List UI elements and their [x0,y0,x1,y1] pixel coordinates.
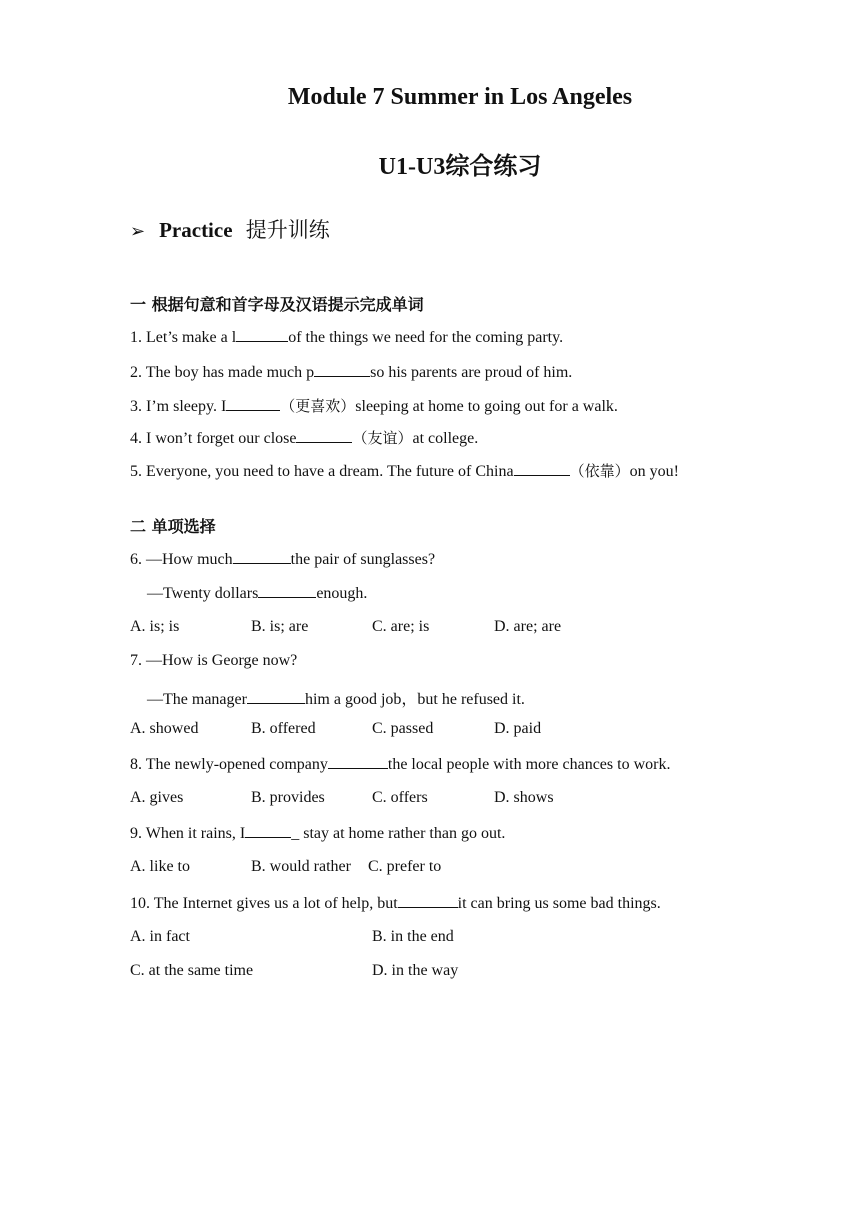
question-2 [130,362,572,382]
question-8 [130,754,670,774]
q10-option-d[interactable]: D. in the way [372,962,459,979]
q4-text-pre: 4. I won’t forget our close [130,430,297,447]
page-subtitle: U1-U3综合练习 [378,154,542,180]
q1-text-pre: 1. Let’s make a l [130,329,237,346]
practice-label: Practice [159,218,233,242]
q4-text-post: at college. [412,430,479,447]
q6-option-b[interactable]: B. is; are [251,618,309,635]
q6-text-pre: 6. —How much [130,551,233,568]
answer-blank[interactable] [328,754,388,769]
answer-blank[interactable] [314,362,370,377]
q5-text-pre: 5. Everyone, you need to have a dream. The future of China [130,463,514,480]
answer-blank[interactable] [226,396,280,411]
q8-text-pre: 8. The newly-opened company [130,756,328,773]
q9-text-pre: 9. When it rains, I [130,825,246,842]
question-3 [130,395,618,416]
answer-blank[interactable] [258,583,316,598]
q2-text-post: so his parents are proud of him. [370,364,573,381]
q5-hint: （依靠） [569,462,630,480]
part2-heading: 二 单项选择 [130,517,216,536]
q6-text-post: the pair of sunglasses? [290,551,436,568]
arrow-bullet-icon: ➢ [130,221,146,242]
q2-text-pre: 2. The boy has made much p [130,364,315,381]
q10-option-c[interactable]: C. at the same time [130,962,254,979]
q6-response-post: enough. [316,585,368,602]
part1-heading: 一 根据句意和首字母及汉语提示完成单词 [130,295,424,314]
answer-blank[interactable] [245,823,291,838]
q4-hint: （友谊） [352,429,413,447]
question-9 [130,823,505,843]
question-7-response [147,686,525,709]
q6-response-pre: —Twenty dollars [147,585,259,602]
q6-option-a[interactable]: A. is; is [130,618,180,635]
q9-text-post: _ stay at home rather than go out. [291,825,506,842]
answer-blank[interactable] [514,461,570,476]
q1-text-post: of the things we need for the coming party. [288,329,564,346]
q7-option-b[interactable]: B. offered [251,720,316,737]
q10-option-a[interactable]: A. in fact [130,928,190,945]
q7-response-post: him a good job，but he refused it. [304,691,525,708]
q9-option-c[interactable]: C. prefer to [368,858,442,875]
question-10 [130,893,661,913]
page-title: Module 7 Summer in Los Angeles [287,84,633,110]
q7-option-a[interactable]: A. showed [130,720,199,737]
q3-hint: （更喜欢） [280,397,356,415]
practice-heading [130,214,330,244]
question-6 [130,549,435,569]
practice-cn-label: 提升训练 [245,218,330,242]
question-6-response [147,583,367,603]
q10-option-b[interactable]: B. in the end [372,928,454,945]
question-1 [130,327,563,347]
q7-option-d[interactable]: D. paid [494,720,542,737]
q6-option-d[interactable]: D. are; are [494,618,562,635]
q5-text-post: on you! [629,463,679,480]
question-7: 7. —How is George now? [130,652,298,669]
q9-option-b[interactable]: B. would rather [251,858,351,875]
question-5 [130,460,679,481]
q8-option-d[interactable]: D. shows [494,789,554,806]
question-4 [130,427,478,448]
answer-blank[interactable] [236,327,288,342]
answer-blank[interactable] [247,689,305,704]
q7-option-c[interactable]: C. passed [372,720,434,737]
q3-text-post: sleeping at home to going out for a walk. [355,398,618,415]
q10-text-post: it can bring us some bad things. [457,895,661,912]
q3-text-pre: 3. I’m sleepy. I [130,398,227,415]
q8-option-b[interactable]: B. provides [251,789,325,806]
q8-option-a[interactable]: A. gives [130,789,184,806]
q7-response-pre: —The manager [147,691,247,708]
q10-text-pre: 10. The Internet gives us a lot of help, but [130,895,398,912]
answer-blank[interactable] [398,893,458,908]
q9-option-a[interactable]: A. like to [130,858,190,875]
q8-option-c[interactable]: C. offers [372,789,428,806]
answer-blank[interactable] [233,549,291,564]
answer-blank[interactable] [296,428,352,443]
q6-option-c[interactable]: C. are; is [372,618,430,635]
q8-text-post: the local people with more chances to work. [387,756,671,773]
